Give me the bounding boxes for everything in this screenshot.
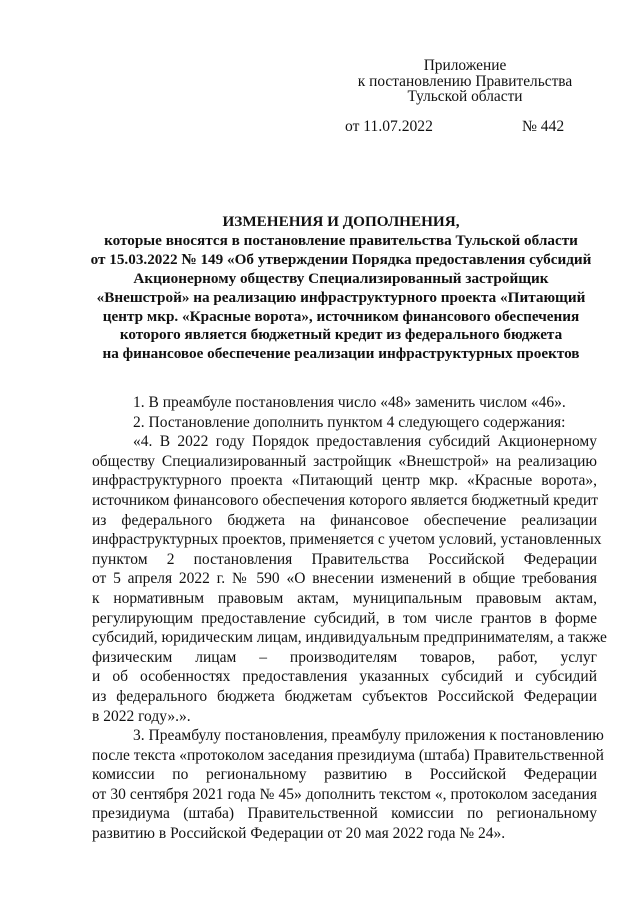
title-line: от 15.03.2022 № 149 «Об утверждении Порядка предоставления субсидий xyxy=(90,250,592,268)
title-line: которые вносятся в постановление правительства Тульской области xyxy=(104,231,578,249)
document-title xyxy=(80,213,602,364)
paragraph-line: от 30 сентября 2021 года № 45» дополнить текстом «, протоколом заседания xyxy=(92,785,597,803)
resolution-number: № 442 xyxy=(522,118,565,135)
paragraph-line: пунктом 2 постановления Правительства Российской Федерации xyxy=(92,550,597,568)
paragraph-line: физическим лицам – производителям товаров, работ, услуг xyxy=(92,648,597,666)
paragraph-line: и об особенностях предоставления указанных субсидий и субсидий xyxy=(92,668,597,686)
paragraph-line: обществу Специализированный застройщик «Внешстрой» на реализацию xyxy=(92,452,597,470)
paragraph-line: из федерального бюджета на финансовое обеспечение реализации xyxy=(92,511,597,529)
paragraph-line: развитию в Российской Федерации от 20 мая 2022 года № 24». xyxy=(92,825,506,843)
paragraph-4 xyxy=(92,726,604,844)
paragraph-line: к нормативным правовым актам, муниципальным правовым актам, xyxy=(92,589,597,607)
resolution-date: от 11.07.2022 xyxy=(345,118,433,135)
paragraph-line: «4. В 2022 году Порядок предоставления субсидий Акционерному xyxy=(133,433,597,451)
paragraph-line: от 5 апреля 2022 г. № 590 «О внесении изменений в общие требования xyxy=(92,570,597,588)
title-line: «Внешстрой» на реализацию инфраструктурного проекта «Питающий xyxy=(96,288,586,306)
paragraph-line: после текста «протоколом заседания президиума (штаба) Правительственной xyxy=(92,746,604,764)
title-line: центр мкр. «Красные ворота», источником финансового обеспечения xyxy=(102,307,580,325)
paragraph-line: инфраструктурных проектов, применяется с учетом условий, установленных xyxy=(92,531,602,549)
paragraph-line: из федерального бюджета бюджетам субъектов Российской Федерации xyxy=(92,687,597,705)
paragraph-line: субсидий, юридическим лицам, индивидуальным предпринимателям, а также xyxy=(92,629,607,647)
paragraph-line: инфраструктурного проекта «Питающий центр мкр. «Красные ворота», xyxy=(92,472,597,490)
title-line: на финансовое обеспечение реализации инфраструктурных проектов xyxy=(102,345,580,363)
paragraph-line: источником финансового обеспечения которого является бюджетный кредит xyxy=(92,491,599,509)
paragraph-2: 2. Постановление дополнить пунктом 4 следующего содержания: xyxy=(133,413,566,431)
paragraph-line: комиссии по региональному развитию в Российской Федерации xyxy=(92,766,597,784)
paragraph-line: президиума (штаба) Правительственной комиссии по региональному xyxy=(92,805,597,823)
title-line: Акционерному обществу Специализированный застройщик xyxy=(133,269,549,287)
title-line: которого является бюджетный кредит из федерального бюджета xyxy=(119,326,563,344)
paragraph-line: 3. Преамбулу постановления, преамбулу приложения к постановлению xyxy=(133,727,604,745)
paragraph-3 xyxy=(92,432,607,726)
appendix-line: Приложение xyxy=(423,57,507,74)
document-body xyxy=(92,393,607,844)
appendix-line: Тульской области xyxy=(407,88,523,105)
appendix-header xyxy=(340,58,590,105)
paragraph-line: регулирующим предоставление субсидий, в том числе грантов в форме xyxy=(92,609,597,627)
paragraph-line: в 2022 году».». xyxy=(92,707,191,725)
title-line: ИЗМЕНЕНИЯ И ДОПОЛНЕНИЯ, xyxy=(222,213,460,230)
appendix-line: к постановлению Правительства xyxy=(357,72,573,90)
paragraph-1: 1. В преамбуле постановления число «48» заменить числом «46». xyxy=(133,394,566,411)
